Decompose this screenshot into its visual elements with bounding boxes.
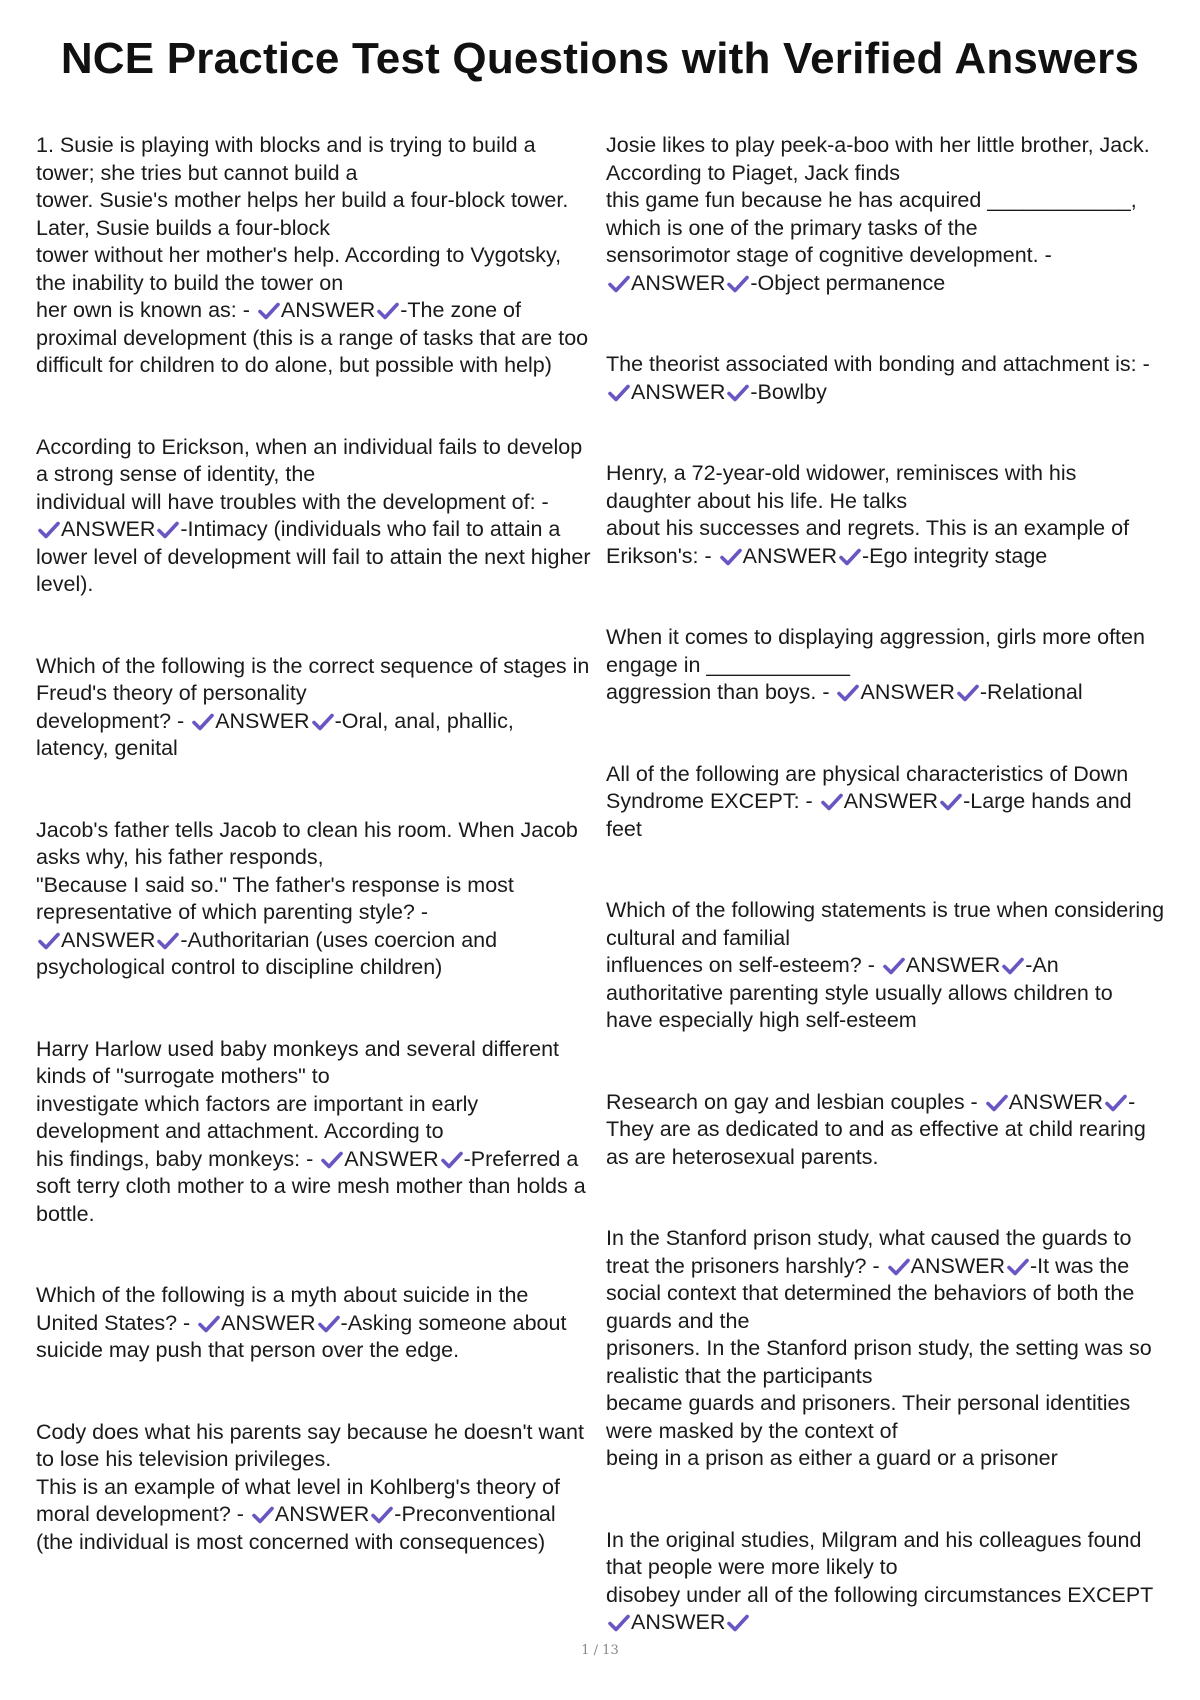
answer-line: as are heterosexual parents. bbox=[606, 1144, 879, 1169]
question-line: tower; she tries but cannot build a bbox=[36, 160, 358, 185]
answer-text: -The zone of bbox=[400, 298, 521, 322]
answer-text: -Large hands and bbox=[963, 789, 1132, 813]
question-line: The theorist associated with bonding and attachment is: - bbox=[606, 352, 1150, 376]
answer-label: ANSWER bbox=[61, 927, 156, 952]
page-number: 1 / 13 bbox=[581, 1643, 619, 1658]
answer-line: soft terry cloth mother to a wire mesh mother than holds a bbox=[36, 1174, 586, 1198]
qa-item bbox=[606, 1089, 1172, 1172]
question-line: kinds of "surrogate mothers" to bbox=[36, 1064, 330, 1088]
check-icon bbox=[38, 932, 60, 950]
qa-item bbox=[36, 1419, 596, 1557]
answer-line: suicide may push that person over the edge. bbox=[36, 1338, 460, 1362]
question-line: daughter about his life. He talks bbox=[606, 488, 908, 513]
answer-line: became guards and prisoners. Their personal identities bbox=[606, 1391, 1131, 1415]
question-line: Syndrome EXCEPT: - ANSWER -Large hands and bbox=[606, 789, 1132, 813]
check-icon bbox=[821, 793, 843, 811]
question-line: When it comes to displaying aggression, girls more often bbox=[606, 625, 1145, 649]
answer-label: ANSWER bbox=[1008, 1089, 1104, 1114]
answer-line bbox=[36, 927, 596, 955]
answer-label: ANSWER bbox=[742, 543, 838, 568]
answer-line bbox=[606, 270, 1172, 298]
answer-line bbox=[36, 516, 596, 544]
answer-label: ANSWER bbox=[344, 1146, 439, 1171]
answer-text: -Object permanence bbox=[750, 270, 946, 295]
right-column bbox=[606, 132, 1172, 1691]
check-icon bbox=[1002, 957, 1024, 975]
answer-label: ANSWER bbox=[61, 517, 156, 541]
qa-item bbox=[606, 897, 1172, 1035]
answer-text: -Oral, anal, phallic, bbox=[334, 708, 514, 733]
question-line: tower. Susie's mother helps her build a four-block tower. bbox=[36, 188, 569, 212]
question-line: Harry Harlow used baby monkeys and several different bbox=[36, 1036, 560, 1061]
check-icon bbox=[1007, 1258, 1029, 1276]
qa-item bbox=[606, 624, 1172, 707]
answer-text: -Ego integrity stage bbox=[862, 543, 1048, 568]
answer-text: - bbox=[1128, 1089, 1136, 1114]
question-line: Which of the following is the correct sequence of stages in bbox=[36, 653, 590, 678]
check-icon bbox=[258, 302, 280, 320]
question-line: 1. Susie is playing with blocks and is trying to build a bbox=[36, 133, 536, 157]
check-icon bbox=[1105, 1094, 1127, 1112]
qa-item bbox=[36, 653, 596, 763]
page-title: NCE Practice Test Questions with Verified Answers bbox=[60, 34, 1140, 83]
answer-label: ANSWER bbox=[280, 298, 376, 322]
question-line: Henry, a 72-year-old widower, reminisces with his bbox=[606, 461, 1077, 485]
answer-text: -Authoritarian (uses coercion and bbox=[180, 927, 498, 952]
question-line: investigate which factors are important in early bbox=[36, 1091, 479, 1116]
answer-text: -Bowlby bbox=[750, 379, 827, 404]
question-line: Which of the following statements is true when considering bbox=[606, 898, 1165, 922]
answer-line bbox=[606, 379, 1172, 407]
answer-label: ANSWER bbox=[910, 1253, 1006, 1278]
answer-label: ANSWER bbox=[905, 953, 1001, 977]
question-line: which is one of the primary tasks of the bbox=[606, 215, 978, 240]
question-line: this game fun because he has acquired ____________, bbox=[606, 188, 1137, 212]
question-line: about his successes and regrets. This is an example of bbox=[606, 516, 1130, 540]
answer-text: -Relational bbox=[979, 680, 1083, 704]
check-icon bbox=[888, 1258, 910, 1276]
answer-line: (the individual is most concerned with consequences) bbox=[36, 1529, 546, 1554]
question-line: In the original studies, Milgram and his colleagues found bbox=[606, 1527, 1142, 1552]
question-line: influences on self-esteem? - ANSWER -An bbox=[606, 953, 1059, 977]
check-icon bbox=[252, 1506, 274, 1524]
check-icon bbox=[318, 1315, 340, 1333]
answer-line: prisoners. In the Stanford prison study, the setting was so bbox=[606, 1336, 1152, 1360]
question-line: tower without her mother's help. According to Vygotsky, bbox=[36, 243, 562, 267]
question-line: the inability to build the tower on bbox=[36, 270, 344, 295]
check-icon bbox=[883, 957, 905, 975]
question-line: sensorimotor stage of cognitive development. - bbox=[606, 243, 1052, 267]
answer-label: ANSWER bbox=[860, 680, 955, 704]
question-line: Jacob's father tells Jacob to clean his room. When Jacob bbox=[36, 817, 578, 842]
answer-line: guards and the bbox=[606, 1308, 750, 1333]
answer-label: ANSWER bbox=[631, 270, 726, 295]
question-line: Freud's theory of personality bbox=[36, 681, 307, 705]
question-line: Later, Susie builds a four-block bbox=[36, 215, 330, 240]
qa-item bbox=[606, 460, 1172, 570]
answer-text: -Asking someone about bbox=[340, 1310, 567, 1335]
answer-line: have especially high self-esteem bbox=[606, 1008, 917, 1032]
answer-line: were masked by the context of bbox=[606, 1418, 898, 1443]
answer-text: -An bbox=[1025, 953, 1059, 977]
question-line: This is an example of what level in Kohlberg's theory of bbox=[36, 1474, 560, 1499]
answer-label: ANSWER bbox=[274, 1502, 370, 1526]
left-column bbox=[36, 132, 596, 1610]
question-line: All of the following are physical characteristics of Down bbox=[606, 761, 1129, 786]
check-icon bbox=[157, 521, 179, 539]
answer-line: being in a prison as either a guard or a prisoner bbox=[606, 1446, 1058, 1470]
check-icon bbox=[839, 548, 861, 566]
question-line: Research on gay and lesbian couples - ANSWER - bbox=[606, 1089, 1136, 1114]
question-line: his findings, baby monkeys: - ANSWER -Preferred a bbox=[36, 1146, 579, 1171]
answer-text: -It was the bbox=[1030, 1253, 1130, 1278]
check-icon bbox=[837, 684, 859, 702]
check-icon bbox=[940, 793, 962, 811]
check-icon bbox=[377, 302, 399, 320]
answer-label: ANSWER bbox=[631, 379, 726, 404]
question-line: development? - ANSWER -Oral, anal, phallic, bbox=[36, 708, 514, 733]
qa-item bbox=[606, 1225, 1172, 1473]
check-icon bbox=[441, 1151, 463, 1169]
check-icon bbox=[312, 713, 334, 731]
check-icon bbox=[720, 548, 742, 566]
answer-line: feet bbox=[606, 816, 642, 841]
check-icon bbox=[192, 713, 214, 731]
question-line: engage in ____________ bbox=[606, 652, 850, 677]
question-line: development and attachment. According to bbox=[36, 1119, 444, 1143]
question-line: According to Piaget, Jack finds bbox=[606, 160, 900, 185]
answer-text: -Preconventional bbox=[394, 1502, 556, 1526]
qa-item bbox=[36, 1282, 596, 1365]
question-line: asks why, his father responds, bbox=[36, 845, 324, 869]
question-line: that people were more likely to bbox=[606, 1555, 898, 1579]
answer-line: bottle. bbox=[36, 1201, 95, 1226]
answer-line: proximal development (this is a range of tasks that are too bbox=[36, 325, 589, 350]
answer-label: ANSWER bbox=[221, 1310, 316, 1335]
question-line: Cody does what his parents say because he doesn't want bbox=[36, 1419, 584, 1444]
question-line: to lose his television privileges. bbox=[36, 1447, 332, 1471]
answer-line: They are as dedicated to and as effective at child rearing bbox=[606, 1117, 1146, 1141]
answer-line: lower level of development will fail to attain the next higher bbox=[36, 544, 591, 569]
qa-item bbox=[606, 132, 1172, 297]
question-line: Which of the following is a myth about suicide in the bbox=[36, 1283, 529, 1307]
question-line: cultural and familial bbox=[606, 925, 791, 950]
check-icon bbox=[198, 1315, 220, 1333]
question-line: In the Stanford prison study, what caused the guards to bbox=[606, 1226, 1132, 1250]
qa-item bbox=[36, 1036, 596, 1229]
check-icon bbox=[38, 521, 60, 539]
question-line: disobey under all of the following circumstances EXCEPT ANSWER bbox=[606, 1582, 1153, 1634]
check-icon bbox=[727, 275, 749, 293]
answer-line: psychological control to discipline children) bbox=[36, 955, 443, 979]
qa-item bbox=[606, 1527, 1172, 1637]
check-icon bbox=[608, 275, 630, 293]
answer-line: social context that determined the behaviors of both the bbox=[606, 1281, 1135, 1305]
answer-text: -Intimacy (individuals who fail to attain a bbox=[180, 517, 561, 541]
question-line: treat the prisoners harshly? - ANSWER -It was the bbox=[606, 1253, 1130, 1278]
check-icon bbox=[157, 932, 179, 950]
check-icon bbox=[727, 384, 749, 402]
answer-text: -Preferred a bbox=[463, 1146, 579, 1171]
question-line: aggression than boys. - ANSWER -Relational bbox=[606, 680, 1083, 704]
check-icon bbox=[608, 384, 630, 402]
question-line: representative of which parenting style? - bbox=[36, 900, 428, 924]
question-line: moral development? - ANSWER -Preconventional bbox=[36, 1502, 556, 1526]
question-line: According to Erickson, when an individual fails to develop bbox=[36, 434, 583, 459]
answer-line: latency, genital bbox=[36, 736, 178, 760]
check-icon bbox=[957, 684, 979, 702]
answer-line: authoritative parenting style usually allows children to bbox=[606, 980, 1113, 1005]
qa-item bbox=[36, 817, 596, 982]
answer-label: ANSWER bbox=[215, 708, 310, 733]
question-line: her own is known as: - ANSWER -The zone of bbox=[36, 298, 521, 322]
qa-item bbox=[36, 132, 596, 380]
answer-line: level). bbox=[36, 572, 94, 596]
check-icon bbox=[608, 1614, 630, 1632]
check-icon bbox=[321, 1151, 343, 1169]
qa-item bbox=[606, 761, 1172, 844]
question-line: Erikson's: - ANSWER -Ego integrity stage bbox=[606, 543, 1048, 568]
answer-label: ANSWER bbox=[631, 1610, 726, 1634]
question-line: a strong sense of identity, the bbox=[36, 462, 316, 486]
question-line: "Because I said so." The father's response is most bbox=[36, 872, 514, 897]
qa-item bbox=[606, 351, 1172, 406]
answer-line: difficult for children to do alone, but possible with help) bbox=[36, 353, 552, 377]
check-icon bbox=[986, 1094, 1008, 1112]
check-icon bbox=[371, 1506, 393, 1524]
qa-item bbox=[36, 434, 596, 599]
check-icon bbox=[727, 1614, 749, 1632]
question-line: individual will have troubles with the development of: - bbox=[36, 489, 549, 514]
question-line: Josie likes to play peek-a-boo with her little brother, Jack. bbox=[606, 133, 1150, 157]
answer-line: realistic that the participants bbox=[606, 1363, 873, 1388]
answer-label: ANSWER bbox=[843, 789, 939, 813]
question-line: United States? - ANSWER -Asking someone about bbox=[36, 1310, 567, 1335]
